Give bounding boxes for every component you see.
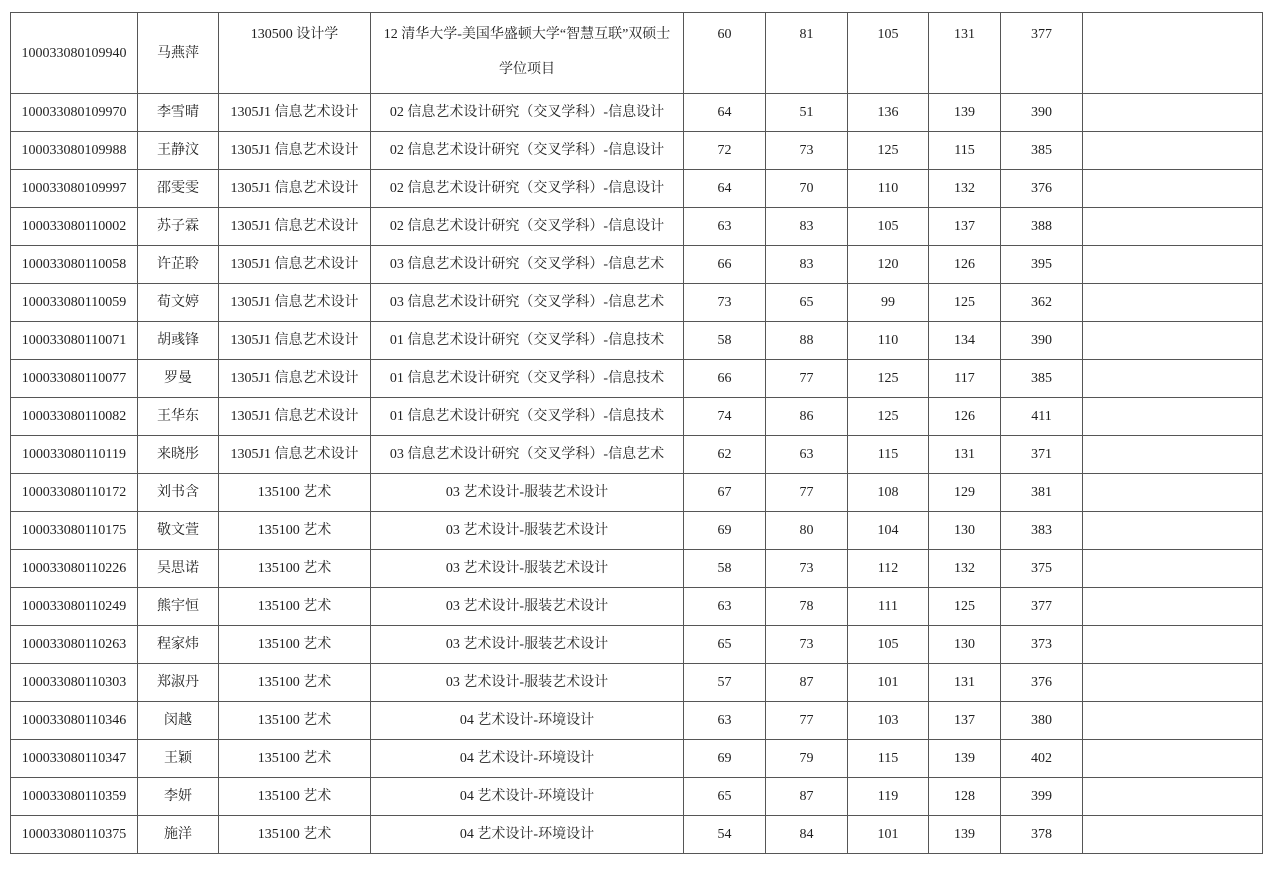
score-cell: 112 (848, 550, 929, 588)
note-cell (1083, 436, 1263, 474)
score-cell: 81 (766, 13, 848, 94)
direction-cell: 02 信息艺术设计研究（交叉学科）-信息设计 (371, 94, 684, 132)
candidate-name-cell: 马燕萍 (138, 13, 219, 94)
results-table (10, 12, 1263, 854)
exam-id-cell: 100033080110263 (11, 626, 138, 664)
note-cell (1083, 702, 1263, 740)
score-cell: 105 (848, 626, 929, 664)
score-cell: 77 (766, 702, 848, 740)
score-cell: 139 (929, 740, 1001, 778)
direction-cell: 01 信息艺术设计研究（交叉学科）-信息技术 (371, 398, 684, 436)
direction-cell: 03 艺术设计-服装艺术设计 (371, 550, 684, 588)
direction-line: 12 清华大学-美国华盛顿大学“智慧互联”双硕士 (383, 27, 671, 42)
score-cell: 131 (929, 13, 1001, 94)
direction-cell: 03 艺术设计-服装艺术设计 (371, 588, 684, 626)
table-row (11, 626, 1263, 664)
score-cell: 110 (848, 322, 929, 360)
exam-id-cell: 100033080109997 (11, 170, 138, 208)
exam-id-cell: 100033080110226 (11, 550, 138, 588)
major-cell: 130500 设计学 (219, 13, 371, 94)
score-cell: 54 (684, 816, 766, 854)
score-cell: 385 (1001, 360, 1083, 398)
direction-cell: 01 信息艺术设计研究（交叉学科）-信息技术 (371, 360, 684, 398)
exam-id-cell: 100033080109970 (11, 94, 138, 132)
exam-id-cell: 100033080110059 (11, 284, 138, 322)
score-cell: 65 (684, 626, 766, 664)
score-cell: 378 (1001, 816, 1083, 854)
score-cell: 77 (766, 360, 848, 398)
direction-cell: 03 信息艺术设计研究（交叉学科）-信息艺术 (371, 436, 684, 474)
score-cell: 388 (1001, 208, 1083, 246)
score-cell: 390 (1001, 322, 1083, 360)
score-cell: 137 (929, 702, 1001, 740)
score-cell: 57 (684, 664, 766, 702)
score-cell: 125 (929, 588, 1001, 626)
table-row (11, 664, 1263, 702)
note-cell (1083, 740, 1263, 778)
major-cell: 135100 艺术 (219, 664, 371, 702)
exam-id-cell: 100033080110082 (11, 398, 138, 436)
score-cell: 101 (848, 816, 929, 854)
major-cell: 135100 艺术 (219, 474, 371, 512)
candidate-name-cell: 王静汶 (138, 132, 219, 170)
note-cell (1083, 626, 1263, 664)
score-cell: 58 (684, 322, 766, 360)
score-cell: 125 (848, 132, 929, 170)
major-cell: 1305J1 信息艺术设计 (219, 208, 371, 246)
score-cell: 72 (684, 132, 766, 170)
exam-id-cell: 100033080110002 (11, 208, 138, 246)
candidate-name-cell: 王华东 (138, 398, 219, 436)
score-cell: 99 (848, 284, 929, 322)
exam-id-cell: 100033080110346 (11, 702, 138, 740)
score-cell: 58 (684, 550, 766, 588)
direction-cell: 03 艺术设计-服装艺术设计 (371, 664, 684, 702)
candidate-name-cell: 苏子霖 (138, 208, 219, 246)
note-cell (1083, 132, 1263, 170)
score-cell: 64 (684, 170, 766, 208)
score-cell: 120 (848, 246, 929, 284)
score-cell: 130 (929, 512, 1001, 550)
note-cell (1083, 474, 1263, 512)
direction-cell: 04 艺术设计-环境设计 (371, 740, 684, 778)
score-cell: 67 (684, 474, 766, 512)
score-cell: 60 (684, 13, 766, 94)
score-cell: 115 (848, 740, 929, 778)
candidate-name-cell: 程家炜 (138, 626, 219, 664)
exam-id-cell: 100033080110175 (11, 512, 138, 550)
candidate-name-cell: 胡彧锋 (138, 322, 219, 360)
note-cell (1083, 588, 1263, 626)
major-cell: 1305J1 信息艺术设计 (219, 132, 371, 170)
major-cell: 1305J1 信息艺术设计 (219, 360, 371, 398)
score-cell: 87 (766, 664, 848, 702)
table-row (11, 13, 1263, 94)
table-row (11, 436, 1263, 474)
score-cell: 117 (929, 360, 1001, 398)
exam-id-cell: 100033080110359 (11, 778, 138, 816)
major-cell: 1305J1 信息艺术设计 (219, 170, 371, 208)
direction-cell: 04 艺术设计-环境设计 (371, 816, 684, 854)
candidate-name-cell: 王颖 (138, 740, 219, 778)
major-cell: 135100 艺术 (219, 588, 371, 626)
score-cell: 126 (929, 398, 1001, 436)
exam-id-cell: 100033080110077 (11, 360, 138, 398)
score-cell: 402 (1001, 740, 1083, 778)
note-cell (1083, 322, 1263, 360)
note-cell (1083, 13, 1263, 94)
score-cell: 395 (1001, 246, 1083, 284)
table-row (11, 208, 1263, 246)
note-cell (1083, 94, 1263, 132)
note-cell (1083, 360, 1263, 398)
table-row (11, 246, 1263, 284)
score-cell: 381 (1001, 474, 1083, 512)
table-row (11, 588, 1263, 626)
direction-cell: 02 信息艺术设计研究（交叉学科）-信息设计 (371, 170, 684, 208)
direction-cell: 01 信息艺术设计研究（交叉学科）-信息技术 (371, 322, 684, 360)
note-cell (1083, 550, 1263, 588)
candidate-name-cell: 刘书含 (138, 474, 219, 512)
score-cell: 101 (848, 664, 929, 702)
score-cell: 376 (1001, 664, 1083, 702)
score-cell: 380 (1001, 702, 1083, 740)
exam-id-cell: 100033080110375 (11, 816, 138, 854)
score-cell: 130 (929, 626, 1001, 664)
score-cell: 73 (766, 132, 848, 170)
candidate-name-cell: 郑淑丹 (138, 664, 219, 702)
exam-id-cell: 100033080110071 (11, 322, 138, 360)
table-row (11, 740, 1263, 778)
candidate-name-cell: 荀文婷 (138, 284, 219, 322)
note-cell (1083, 512, 1263, 550)
score-cell: 390 (1001, 94, 1083, 132)
score-cell: 66 (684, 360, 766, 398)
score-cell: 65 (684, 778, 766, 816)
score-cell: 131 (929, 664, 1001, 702)
direction-cell: 04 艺术设计-环境设计 (371, 702, 684, 740)
direction-line: 学位项目 (499, 62, 555, 77)
score-cell: 86 (766, 398, 848, 436)
score-cell: 84 (766, 816, 848, 854)
score-cell: 64 (684, 94, 766, 132)
candidate-name-cell: 李妍 (138, 778, 219, 816)
note-cell (1083, 246, 1263, 284)
score-cell: 62 (684, 436, 766, 474)
major-cell: 135100 艺术 (219, 626, 371, 664)
note-cell (1083, 778, 1263, 816)
note-cell (1083, 664, 1263, 702)
score-cell: 132 (929, 550, 1001, 588)
table-row (11, 170, 1263, 208)
score-cell: 63 (684, 588, 766, 626)
score-cell: 132 (929, 170, 1001, 208)
score-cell: 105 (848, 13, 929, 94)
score-cell: 63 (684, 208, 766, 246)
major-cell: 1305J1 信息艺术设计 (219, 398, 371, 436)
table-row (11, 132, 1263, 170)
table-row (11, 512, 1263, 550)
score-cell: 104 (848, 512, 929, 550)
score-cell: 63 (684, 702, 766, 740)
score-cell: 376 (1001, 170, 1083, 208)
score-cell: 125 (848, 360, 929, 398)
exam-id-cell: 100033080110347 (11, 740, 138, 778)
major-cell: 135100 艺术 (219, 550, 371, 588)
score-cell: 79 (766, 740, 848, 778)
score-cell: 139 (929, 816, 1001, 854)
score-cell: 105 (848, 208, 929, 246)
candidate-name-cell: 闵越 (138, 702, 219, 740)
major-cell: 1305J1 信息艺术设计 (219, 436, 371, 474)
major-cell: 1305J1 信息艺术设计 (219, 246, 371, 284)
direction-cell: 03 艺术设计-服装艺术设计 (371, 474, 684, 512)
score-cell: 131 (929, 436, 1001, 474)
score-cell: 377 (1001, 13, 1083, 94)
exam-id-cell: 100033080110172 (11, 474, 138, 512)
direction-cell: 03 艺术设计-服装艺术设计 (371, 512, 684, 550)
score-cell: 83 (766, 246, 848, 284)
table-row (11, 360, 1263, 398)
score-cell: 383 (1001, 512, 1083, 550)
score-cell: 70 (766, 170, 848, 208)
score-cell: 103 (848, 702, 929, 740)
candidate-name-cell: 许芷聆 (138, 246, 219, 284)
direction-cell: 03 艺术设计-服装艺术设计 (371, 626, 684, 664)
table-row (11, 94, 1263, 132)
score-cell: 88 (766, 322, 848, 360)
direction-cell: 04 艺术设计-环境设计 (371, 778, 684, 816)
candidate-name-cell: 李雪晴 (138, 94, 219, 132)
score-cell: 87 (766, 778, 848, 816)
table-row (11, 398, 1263, 436)
note-cell (1083, 816, 1263, 854)
major-cell: 135100 艺术 (219, 512, 371, 550)
score-cell: 66 (684, 246, 766, 284)
score-cell: 108 (848, 474, 929, 512)
score-cell: 69 (684, 740, 766, 778)
score-cell: 74 (684, 398, 766, 436)
score-cell: 83 (766, 208, 848, 246)
score-cell: 73 (766, 626, 848, 664)
note-cell (1083, 284, 1263, 322)
exam-id-cell: 100033080109988 (11, 132, 138, 170)
score-cell: 125 (848, 398, 929, 436)
candidate-name-cell: 罗曼 (138, 360, 219, 398)
score-cell: 115 (929, 132, 1001, 170)
score-cell: 362 (1001, 284, 1083, 322)
score-cell: 80 (766, 512, 848, 550)
candidate-name-cell: 施洋 (138, 816, 219, 854)
score-cell: 111 (848, 588, 929, 626)
table-row (11, 284, 1263, 322)
score-cell: 137 (929, 208, 1001, 246)
direction-cell: 03 信息艺术设计研究（交叉学科）-信息艺术 (371, 246, 684, 284)
table-row (11, 474, 1263, 512)
score-cell: 126 (929, 246, 1001, 284)
candidate-name-cell: 吴思诺 (138, 550, 219, 588)
score-cell: 65 (766, 284, 848, 322)
direction-cell: 02 信息艺术设计研究（交叉学科）-信息设计 (371, 208, 684, 246)
exam-id-cell: 100033080110119 (11, 436, 138, 474)
score-cell: 63 (766, 436, 848, 474)
score-cell: 399 (1001, 778, 1083, 816)
major-cell: 1305J1 信息艺术设计 (219, 94, 371, 132)
candidate-name-cell: 来晓彤 (138, 436, 219, 474)
candidate-name-cell: 熊宇恒 (138, 588, 219, 626)
table-row (11, 550, 1263, 588)
direction-cell (371, 13, 684, 94)
table-row (11, 816, 1263, 854)
score-cell: 139 (929, 94, 1001, 132)
score-cell: 411 (1001, 398, 1083, 436)
major-cell: 135100 艺术 (219, 778, 371, 816)
score-cell: 385 (1001, 132, 1083, 170)
direction-cell: 03 信息艺术设计研究（交叉学科）-信息艺术 (371, 284, 684, 322)
score-cell: 119 (848, 778, 929, 816)
score-cell: 77 (766, 474, 848, 512)
score-cell: 110 (848, 170, 929, 208)
major-cell: 1305J1 信息艺术设计 (219, 322, 371, 360)
score-cell: 69 (684, 512, 766, 550)
major-cell: 135100 艺术 (219, 740, 371, 778)
exam-id-cell: 100033080110058 (11, 246, 138, 284)
score-cell: 136 (848, 94, 929, 132)
score-cell: 73 (766, 550, 848, 588)
candidate-name-cell: 邵雯雯 (138, 170, 219, 208)
note-cell (1083, 170, 1263, 208)
score-cell: 115 (848, 436, 929, 474)
table-row (11, 778, 1263, 816)
score-cell: 375 (1001, 550, 1083, 588)
score-cell: 129 (929, 474, 1001, 512)
table-row (11, 322, 1263, 360)
score-cell: 134 (929, 322, 1001, 360)
score-cell: 371 (1001, 436, 1083, 474)
major-cell: 1305J1 信息艺术设计 (219, 284, 371, 322)
note-cell (1083, 398, 1263, 436)
exam-id-cell: 100033080110303 (11, 664, 138, 702)
table-row (11, 702, 1263, 740)
score-cell: 51 (766, 94, 848, 132)
exam-id-cell: 100033080109940 (11, 13, 138, 94)
note-cell (1083, 208, 1263, 246)
document-page (10, 12, 1263, 854)
major-cell: 135100 艺术 (219, 816, 371, 854)
score-cell: 125 (929, 284, 1001, 322)
exam-id-cell: 100033080110249 (11, 588, 138, 626)
candidate-name-cell: 敬文萱 (138, 512, 219, 550)
score-cell: 377 (1001, 588, 1083, 626)
direction-cell: 02 信息艺术设计研究（交叉学科）-信息设计 (371, 132, 684, 170)
results-table-body (11, 13, 1263, 854)
score-cell: 373 (1001, 626, 1083, 664)
score-cell: 128 (929, 778, 1001, 816)
score-cell: 73 (684, 284, 766, 322)
score-cell: 78 (766, 588, 848, 626)
major-cell: 135100 艺术 (219, 702, 371, 740)
